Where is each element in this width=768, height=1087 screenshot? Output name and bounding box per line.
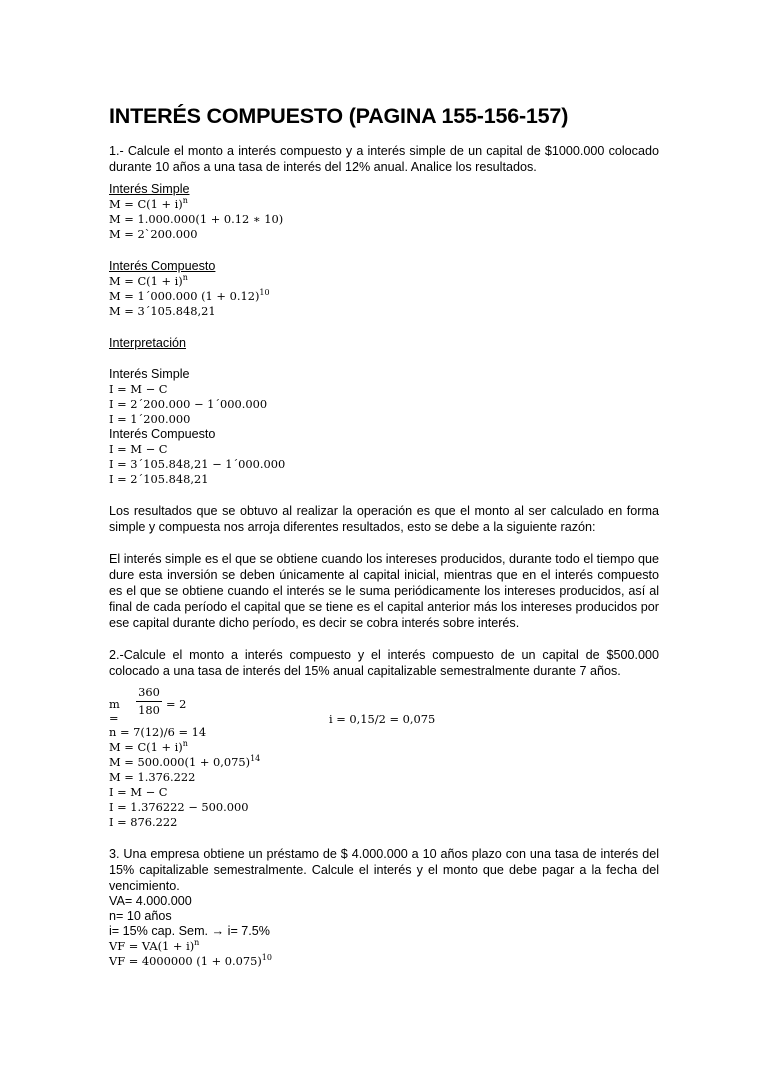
problem-3-question: 3. Una empresa obtiene un préstamo de $ 4.000.000 a 10 años plazo con una tasa de interés del 15% capitalizable semestralmente. Calcule el interés y el monto que debe pagar a la fecha del vencimiento. <box>109 847 659 893</box>
document-title: INTERÉS COMPUESTO (PAGINA 155-156-157) <box>109 104 569 128</box>
formula-line: I = M − C <box>109 785 168 799</box>
n-line: n= 10 años <box>109 909 172 923</box>
formula-line: M = 1´000.000 $(1 + 0.12)^{10}$ <box>109 288 270 303</box>
document-page <box>109 104 659 969</box>
formula-line: M = 1.376.222 <box>109 770 196 784</box>
problem-2-question: 2.-Calcule el monto a interés compuesto y el interés compuesto de un capital de $500.000 colocado a una tasa de interés del 15% anual capitalizable semestralmente durante 7 años. <box>109 648 659 678</box>
formula-line: VF = $VA(1 + i)^n$ <box>109 938 200 953</box>
formula-line: I = 1.376222 − 500.000 <box>109 800 249 814</box>
formula-line: M = 1.000.000(1 + 0.12 ∗ 10) <box>109 212 284 226</box>
rate-equation: i = 0,15/2 = 0,075 <box>329 712 436 726</box>
formula-line: I = M − C <box>109 442 168 456</box>
formula-line: $M = 500.000(1 + 0,075)^{14}$ <box>109 754 261 769</box>
explanation-paragraph: El interés simple es el que se obtiene cuando los intereses producidos, durante todo el tiempo que dure esta inversión se deben únicamente al capital inicial, mientras que en el interés compuesto es el que se obtiene cuando el interés se le suma periódicamente los intereses producidos, así al final de cada período el capital que se tiene es el capital anterior más los intereses producidos por ese capital durante dicho período, es decir se cobra interés sobre interés. <box>109 552 659 630</box>
formula-line: I = 2´200.000 − 1´000.000 <box>109 397 268 411</box>
formula-line: $M = C(1 + i)^n$ <box>109 273 188 288</box>
formula-line: M = 3´105.848,21 <box>109 304 216 318</box>
formula-line: M = 2`200.000 <box>109 227 198 241</box>
formula-line: $M = C(1 + i)^n$ <box>109 739 188 754</box>
results-paragraph: Los resultados que se obtuvo al realizar la operación es que el monto al ser calculado en forma simple y compuesta nos arroja diferentes resultados, esto se debe a la siguiente razón: <box>109 504 659 534</box>
simple-interest-heading: Interés Simple <box>109 182 190 196</box>
formula-line: VF = 4000000 $(1 + 0.075)^{10}$ <box>109 953 272 968</box>
formula-line: I = 3´105.848,21 − 1´000.000 <box>109 457 286 471</box>
formula-line: $M = C(1 + i)^n$ <box>109 196 188 211</box>
compound-interest-heading: Interés Compuesto <box>109 259 216 273</box>
formula-line: I = 2´105.848,21 <box>109 472 209 486</box>
fraction-row: m = 360 180 = 2 i = 0,15/2 = 0,075 <box>109 685 436 726</box>
formula-line: I = 1´200.000 <box>109 412 191 426</box>
interpretation-heading: Interpretación <box>109 336 187 350</box>
formula-line: I = M − C <box>109 382 168 396</box>
interp-compound-label: Interés Compuesto <box>109 427 216 441</box>
interp-simple-label: Interés Simple <box>109 367 190 381</box>
i-line: i= 15% cap. Sem. → i= 7.5% <box>109 924 271 938</box>
formula-line: n = 7(12)/6 = 14 <box>109 725 207 739</box>
formula-line: I = 876.222 <box>109 815 178 829</box>
va-line: VA= 4.000.000 <box>109 894 192 908</box>
problem-1-question: 1.- Calcule el monto a interés compuesto y a interés simple de un capital de $1000.000 colocado durante 10 años a una tasa de interés del 12% anual. Analice los resultados. <box>109 144 659 174</box>
